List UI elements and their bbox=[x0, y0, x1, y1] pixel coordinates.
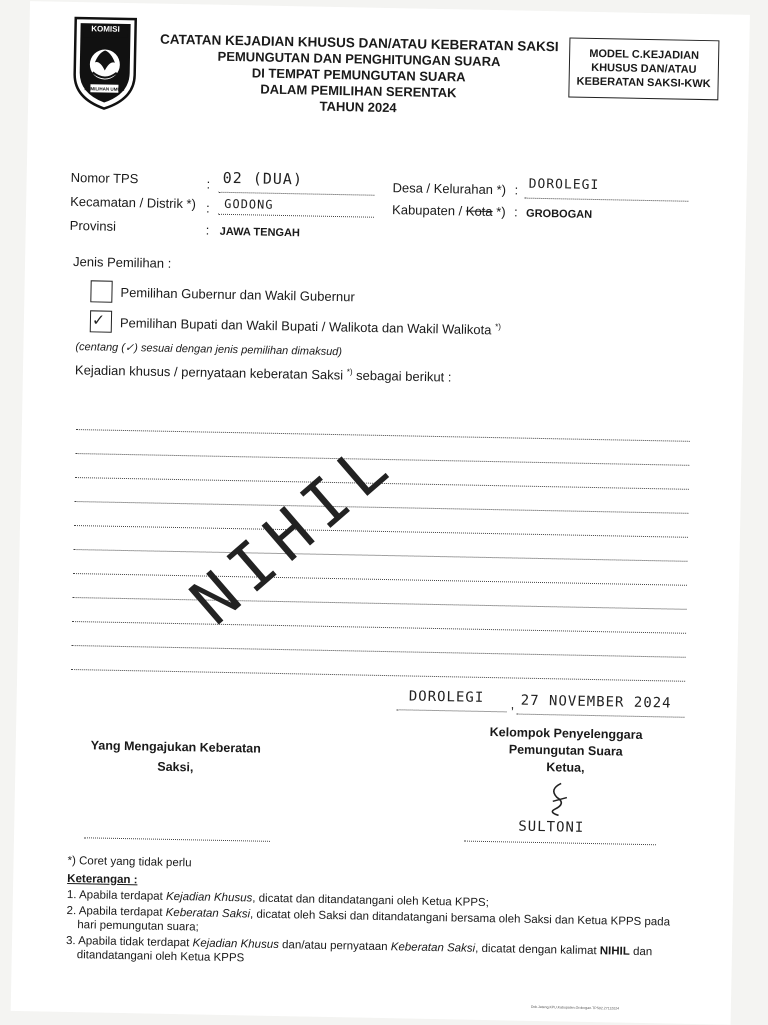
kecamatan-value: GODONG bbox=[224, 196, 274, 212]
colon: : bbox=[206, 176, 211, 192]
model-code-box: MODEL C.KEJADIAN KHUSUS DAN/ATAU KEBERATAN SAKSI-KWK bbox=[568, 37, 719, 100]
print-info: Dok.Jateng.KPU.Kabupaten.Grobogan.TPS02.27112024 bbox=[530, 1004, 620, 1011]
keterangan-item-3: 3. Apabila tidak terdapat Kejadian Khusus dan/atau pernyataan Keberatan Saksi, dicatat dengan kalimat NIHIL dan ditandatangani oleh Ketua KPPS bbox=[65, 934, 653, 965]
writing-line bbox=[73, 572, 687, 586]
witness-signature-line bbox=[84, 836, 270, 842]
writing-line bbox=[71, 668, 685, 682]
statement-heading: Kejadian khusus / pernyataan keberatan Saksi *) sebagai berikut : bbox=[74, 362, 452, 385]
desa-value: DOROLEGI bbox=[528, 176, 600, 194]
provinsi-label: Provinsi bbox=[69, 217, 117, 234]
checkbox-gubernur[interactable] bbox=[90, 280, 112, 302]
option-gubernur-label: Pemilihan Gubernur dan Wakil Gubernur bbox=[120, 284, 355, 305]
signing-place: DOROLEGI bbox=[408, 688, 485, 706]
checkmark-note: (centang (✓) sesuai dengan jenis pemilihan dimaksud) bbox=[75, 341, 343, 359]
kecamatan-label: Kecamatan / Distrik *) bbox=[70, 193, 197, 212]
option-bupati-label: Pemilihan Bupati dan Wakil Bupati / Walikota dan Wakil Walikota *) bbox=[119, 315, 502, 338]
nomor-tps-value: 02 (DUA) bbox=[222, 168, 304, 189]
writing-line bbox=[74, 548, 688, 562]
election-heading: Jenis Pemilihan : bbox=[72, 253, 172, 271]
colon: : bbox=[205, 222, 210, 238]
date-dots bbox=[516, 713, 684, 718]
place-date-comma: , bbox=[510, 696, 515, 712]
checkbox-bupati[interactable] bbox=[90, 310, 112, 332]
kpu-logo bbox=[68, 14, 142, 111]
place-dots bbox=[397, 708, 507, 712]
colon: : bbox=[205, 200, 210, 216]
kecamatan-dots bbox=[218, 213, 374, 218]
witness-label: Yang Mengajukan Keberatan Saksi, bbox=[90, 738, 261, 775]
kpps-signature-line bbox=[464, 840, 656, 846]
kabupaten-value: GROBOGAN bbox=[525, 207, 593, 221]
logo-top-text: KOMISI bbox=[91, 24, 120, 34]
kpps-chair-name: SULTONI bbox=[518, 818, 585, 836]
keterangan-heading: Keterangan : bbox=[67, 872, 138, 887]
colon: : bbox=[514, 182, 519, 198]
writing-line bbox=[73, 596, 687, 610]
handwritten-statement: NIHIL bbox=[177, 424, 410, 640]
strike-footnote: *) Coret yang tidak perlu bbox=[67, 854, 192, 870]
signing-date: 27 NOVEMBER 2024 bbox=[520, 692, 672, 712]
desa-dots bbox=[524, 197, 688, 202]
nomor-tps-dots bbox=[218, 191, 374, 196]
writing-line bbox=[74, 524, 688, 538]
colon: : bbox=[513, 204, 518, 220]
handwritten-signature bbox=[538, 779, 579, 820]
form-sheet bbox=[11, 1, 750, 1025]
provinsi-value: JAWA TENGAH bbox=[219, 225, 301, 240]
desa-label: Desa / Kelurahan *) bbox=[392, 180, 507, 198]
nomor-tps-label: Nomor TPS bbox=[70, 169, 139, 187]
check-mark-icon: ✓ bbox=[92, 309, 106, 331]
writing-line bbox=[72, 620, 686, 634]
logo-bottom-text: PEMILIHAN UMUM bbox=[84, 86, 125, 92]
writing-line bbox=[72, 644, 686, 658]
keterangan-item-1: 1. Apabila terdapat Kejadian Khusus, dicatat dan ditandatangani oleh Ketua KPPS; bbox=[66, 888, 489, 910]
keterangan-item-2: 2. Apabila terdapat Keberatan Saksi, dicatat oleh Saksi dan ditandatangani bersama oleh Saksi dan Ketua KPPS pada hari pemungutan suara; bbox=[66, 904, 671, 934]
kpps-label: Kelompok Penyelenggara Pemungutan Suara Ketua, bbox=[489, 725, 643, 775]
form-title: CATATAN KEJADIAN KHUSUS DAN/ATAU KEBERATAN SAKSI PEMUNGUTAN DAN PENGHITUNGAN SUARA DI TEMPAT PEMUNGUTAN SUARA DALAM PEMILIHAN SERENTAK TAHUN 2024 bbox=[159, 31, 559, 116]
kabupaten-label: Kabupaten / Kota *) bbox=[391, 202, 506, 220]
